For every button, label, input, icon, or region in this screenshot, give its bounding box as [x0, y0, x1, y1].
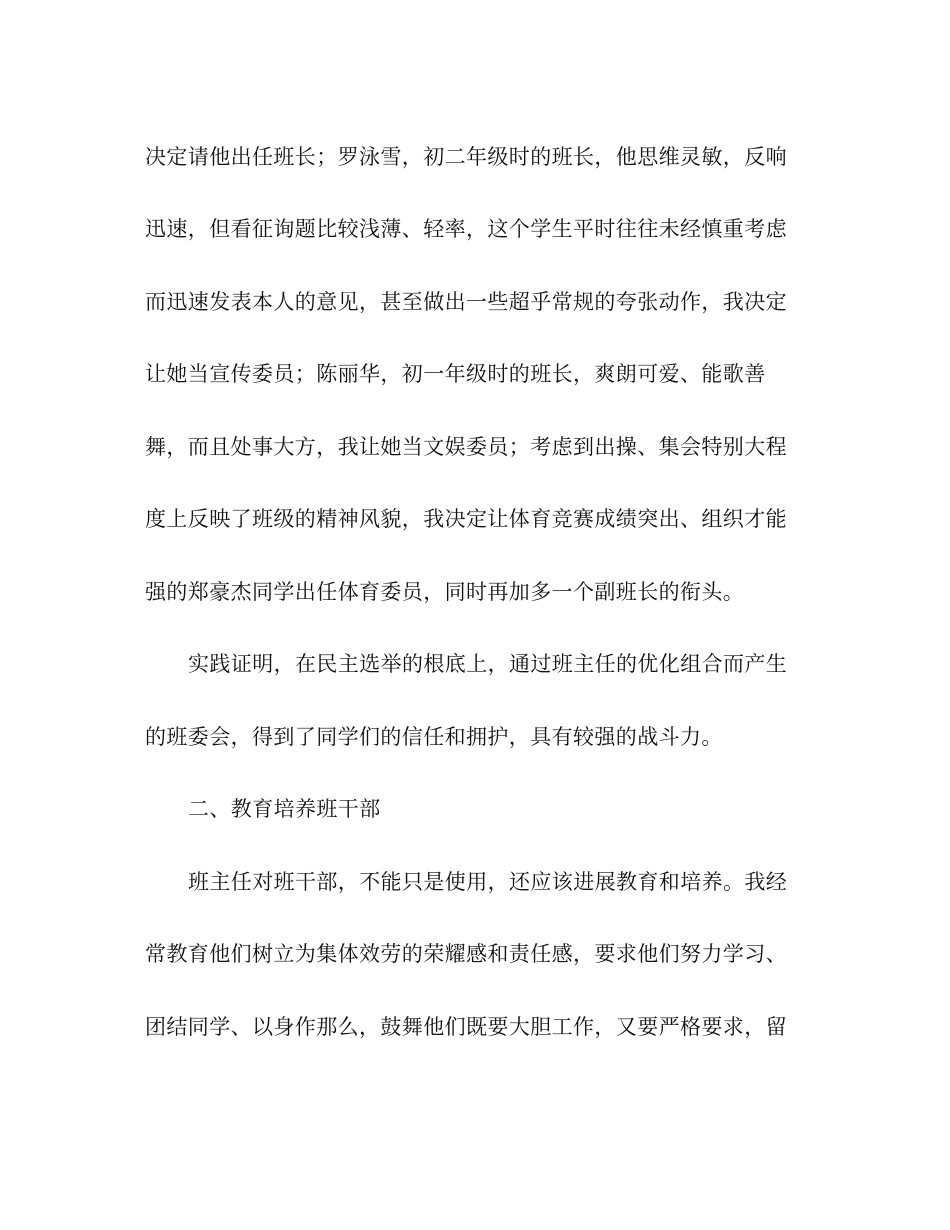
paragraph-line: 团结同学、以身作那么，鼓舞他们既要大胆工作，又要严格要求，留	[145, 1015, 787, 1039]
paragraph-line: 度上反映了班级的精神风貌，我决定让体育竞赛成绩突出、组织才能	[145, 507, 787, 531]
paragraph-line: 的班委会，得到了同学们的信任和拥护，具有较强的战斗力。	[145, 725, 723, 749]
paragraph-line: 常教育他们树立为集体效劳的荣耀感和责任感，要求他们努力学习、	[145, 942, 787, 966]
paragraph-line: 决定请他出任班长；罗泳雪，初二年级时的班长，他思维灵敏，反响	[145, 145, 787, 169]
paragraph-line: 而迅速发表本人的意见，甚至做出一些超乎常规的夸张动作，我决定	[145, 290, 787, 314]
paragraph-line: 让她当宣传委员；陈丽华，初一年级时的班长，爽朗可爱、能歌善	[145, 362, 766, 386]
paragraph-line: 舞，而且处事大方，我让她当文娱委员；考虑到出操、集会特别大程	[145, 435, 787, 459]
paragraph-line: 迅速，但看征询题比较浅薄、轻率，这个学生平时往往未经慎重考虑	[145, 217, 787, 241]
section-heading: 二、教育培养班干部	[188, 797, 381, 821]
paragraph-line: 强的郑豪杰同学出任体育委员，同时再加多一个副班长的衔头。	[145, 580, 745, 604]
paragraph-line: 实践证明，在民主选举的根底上，通过班主任的优化组合而产生	[188, 652, 788, 676]
paragraph-line: 班主任对班干部，不能只是使用，还应该进展教育和培养。我经	[188, 870, 788, 894]
